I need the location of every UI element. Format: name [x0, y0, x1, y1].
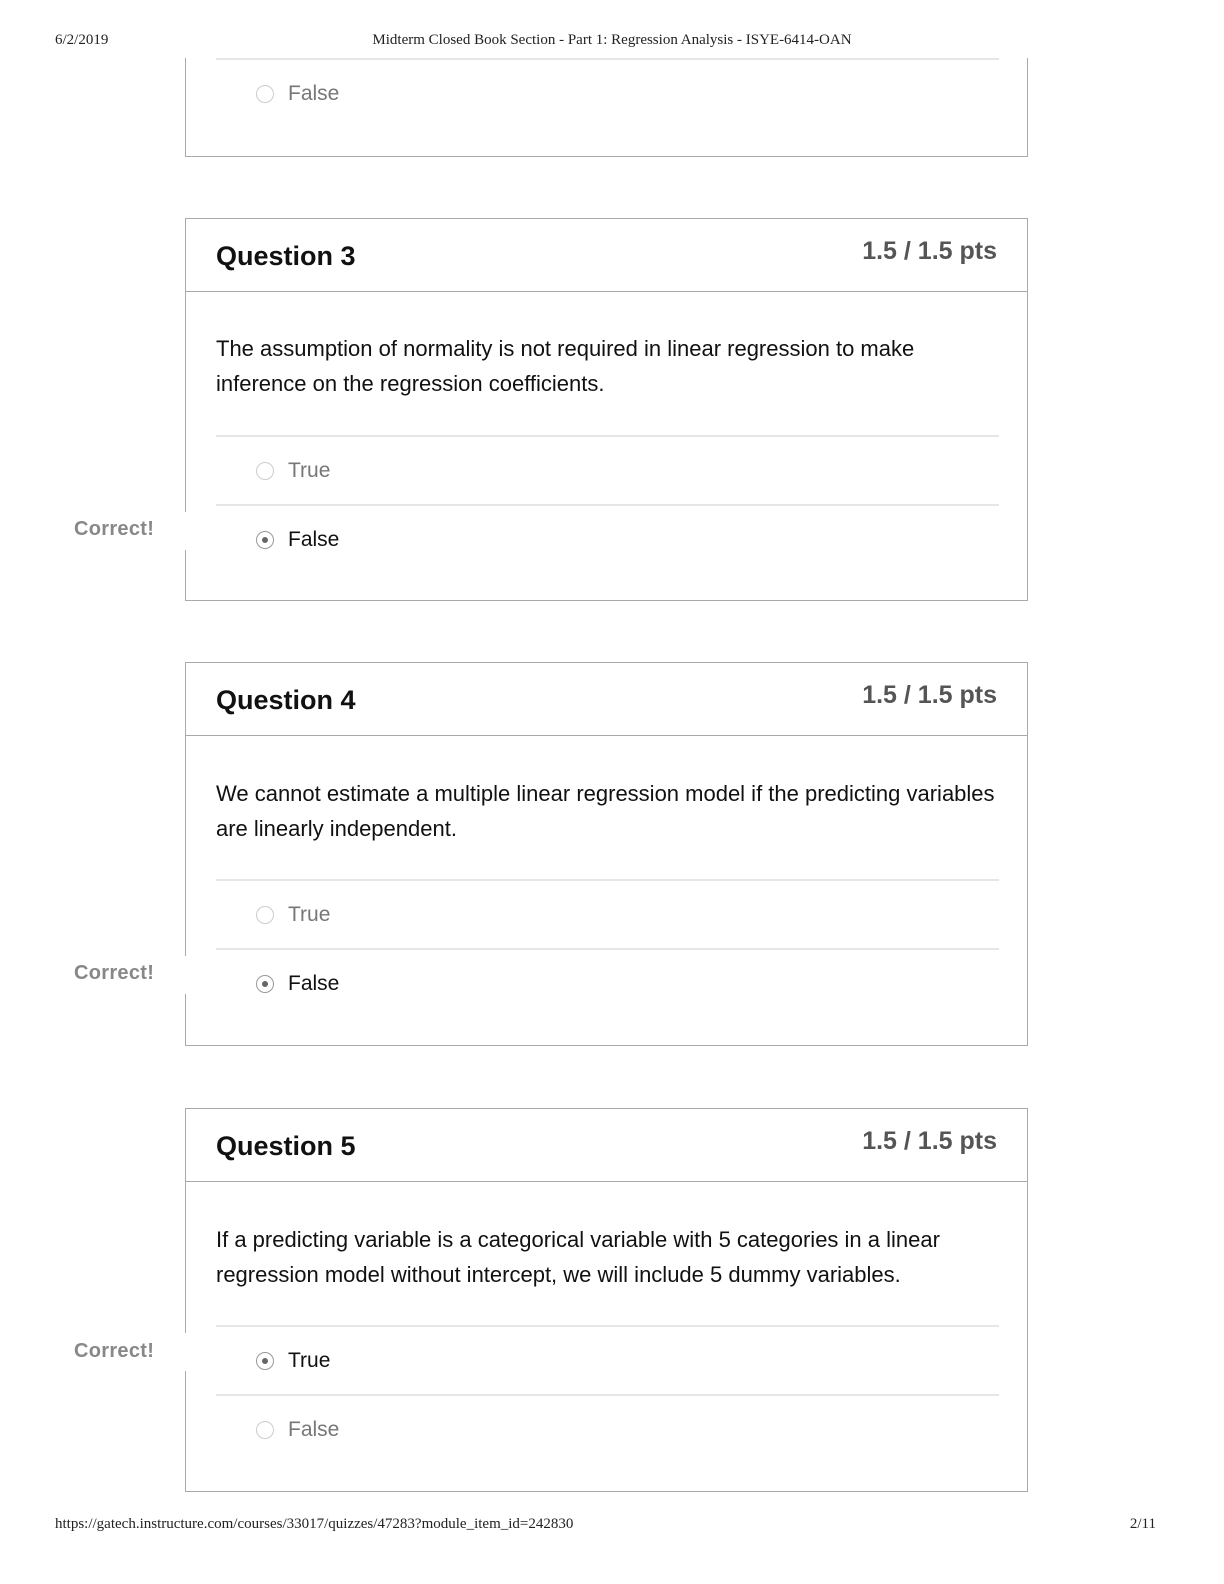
- answer-option-false[interactable]: [256, 969, 339, 999]
- question-title: Question 4: [216, 685, 356, 715]
- answer-label: False: [288, 528, 340, 551]
- answer-label: True: [288, 459, 331, 482]
- question-card-5: [185, 1108, 1028, 1492]
- answer-label: False: [288, 1418, 340, 1441]
- answer-option-true[interactable]: [256, 1346, 330, 1376]
- answer-option-false[interactable]: [256, 79, 339, 109]
- answer-divider: [216, 504, 999, 506]
- radio-unselected-icon[interactable]: [256, 906, 274, 924]
- question-card-3: [185, 218, 1028, 601]
- answer-option-true[interactable]: [256, 456, 330, 486]
- radio-selected-icon[interactable]: [256, 975, 274, 993]
- radio-selected-icon[interactable]: [256, 1352, 274, 1370]
- answer-label: False: [288, 82, 340, 105]
- print-url: https://gatech.instructure.com/courses/33017/quizzes/47283?module_item_id=242830: [55, 1516, 574, 1532]
- question-header: [186, 663, 1027, 736]
- border-gap: [183, 1333, 188, 1371]
- answer-divider: [216, 1325, 999, 1327]
- print-page-title: Midterm Closed Book Section - Part 1: Regression Analysis - ISYE-6414-OAN: [372, 32, 852, 48]
- answer-divider: [216, 435, 999, 437]
- print-footer: [0, 1516, 1224, 1536]
- radio-unselected-icon[interactable]: [256, 462, 274, 480]
- print-header: [0, 32, 1224, 52]
- answer-option-true[interactable]: [256, 900, 330, 930]
- answer-option-false[interactable]: [256, 525, 339, 555]
- question-text: If a predicting variable is a categorical variable with 5 categories in a linear regression model without intercept, we will include 5 dummy variables.: [216, 1227, 940, 1287]
- correct-answer-flag: Correct!: [74, 518, 155, 540]
- correct-answer-flag: Correct!: [74, 962, 155, 984]
- question-text: We cannot estimate a multiple linear regression model if the predicting variables are linearly independent.: [216, 781, 995, 841]
- question-header: [186, 219, 1027, 292]
- answer-option-false[interactable]: [256, 1415, 339, 1445]
- question-text: The assumption of normality is not required in linear regression to make inference on the regression coefficients.: [216, 336, 915, 396]
- answer-label: True: [288, 1349, 331, 1372]
- answer-label: False: [288, 972, 340, 995]
- question-points: 1.5 / 1.5 pts: [862, 681, 997, 709]
- answer-divider: [216, 948, 999, 950]
- answer-divider: [216, 879, 999, 881]
- answer-divider: [216, 58, 999, 60]
- radio-unselected-icon[interactable]: [256, 1421, 274, 1439]
- border-gap: [183, 956, 188, 994]
- question-title: Question 5: [216, 1131, 356, 1161]
- question-header: [186, 1109, 1027, 1182]
- question-title: Question 3: [216, 241, 356, 271]
- question-card-4: [185, 662, 1028, 1046]
- print-page-number: 2/11: [1129, 1516, 1156, 1532]
- correct-answer-flag: Correct!: [74, 1340, 155, 1362]
- print-date: 6/2/2019: [55, 32, 109, 48]
- question-points: 1.5 / 1.5 pts: [862, 237, 997, 265]
- question-points: 1.5 / 1.5 pts: [862, 1127, 997, 1155]
- radio-selected-icon[interactable]: [256, 531, 274, 549]
- question-card-previous: [185, 58, 1028, 157]
- answer-divider: [216, 1394, 999, 1396]
- border-gap: [183, 512, 188, 550]
- radio-unselected-icon[interactable]: [256, 85, 274, 103]
- answer-label: True: [288, 903, 331, 926]
